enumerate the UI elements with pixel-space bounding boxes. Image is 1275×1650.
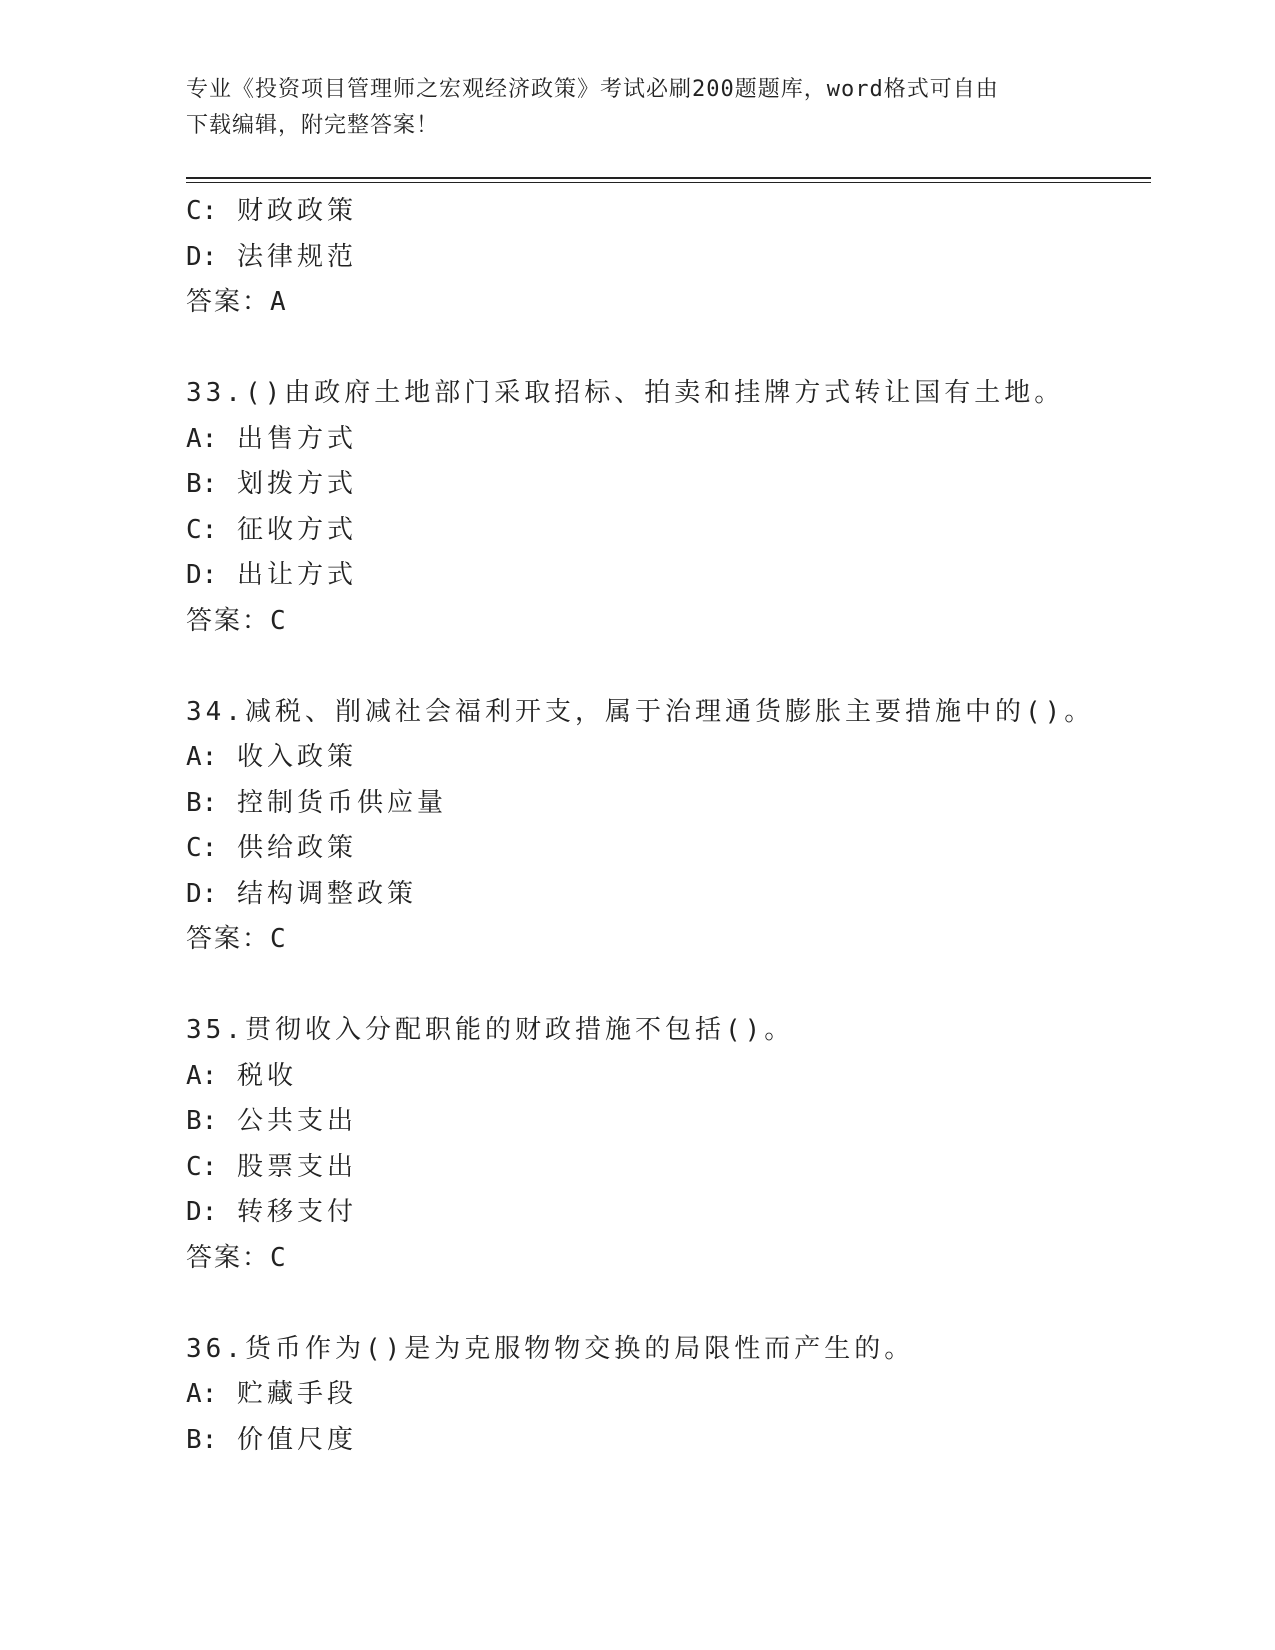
answer-line: 答案：A: [186, 287, 288, 317]
option-b: B: 公共支出: [186, 1106, 357, 1136]
header-line-1: 专业《投资项目管理师之宏观经济政策》考试必刷200题题库，word格式可自由: [186, 77, 999, 102]
question-36: [186, 1327, 1151, 1464]
spacer: [186, 963, 1151, 1009]
question-35: [186, 1008, 1151, 1281]
question-stem: 33.()由政府土地部门采取招标、拍卖和挂牌方式转让国有土地。: [186, 378, 1065, 408]
spacer: [186, 644, 1151, 690]
question-32-continued: [186, 189, 1151, 326]
header-divider-thin: [186, 182, 1151, 183]
option-d: D: 出让方式: [186, 560, 357, 590]
spacer: [186, 326, 1151, 372]
option-d: D: 转移支付: [186, 1197, 357, 1227]
option-b: B: 划拨方式: [186, 469, 357, 499]
header-divider-thick: [186, 177, 1151, 179]
option-d: D: 法律规范: [186, 241, 357, 272]
option-c: C: 股票支出: [186, 1151, 357, 1182]
option-a: A: 收入政策: [186, 742, 357, 772]
question-33: [186, 371, 1151, 644]
option-b: B: 价值尺度: [186, 1424, 357, 1455]
answer-line: 答案：C: [186, 924, 288, 954]
option-c: C: 征收方式: [186, 514, 357, 545]
option-a: A: 贮藏手段: [186, 1379, 357, 1409]
spacer: [186, 1281, 1151, 1327]
header-line-2: 下载编辑，附完整答案！: [186, 113, 440, 138]
document-header: [186, 72, 1086, 144]
option-c: C: 财政政策: [186, 196, 357, 226]
option-c: C: 供给政策: [186, 833, 357, 863]
question-stem: 36.货币作为()是为克服物物交换的局限性而产生的。: [186, 1333, 915, 1364]
option-a: A: 税收: [186, 1060, 297, 1091]
answer-line: 答案：C: [186, 605, 288, 636]
option-b: B: 控制货币供应量: [186, 787, 447, 818]
option-a: A: 出售方式: [186, 423, 357, 454]
question-stem: 35.贯彻收入分配职能的财政措施不包括()。: [186, 1015, 795, 1045]
answer-line: 答案：C: [186, 1242, 288, 1273]
question-34: [186, 690, 1151, 963]
question-list: [186, 189, 1151, 1463]
question-stem: 34.减税、削减社会福利开支，属于治理通货膨胀主要措施中的()。: [186, 696, 1095, 727]
option-d: D: 结构调整政策: [186, 878, 417, 909]
